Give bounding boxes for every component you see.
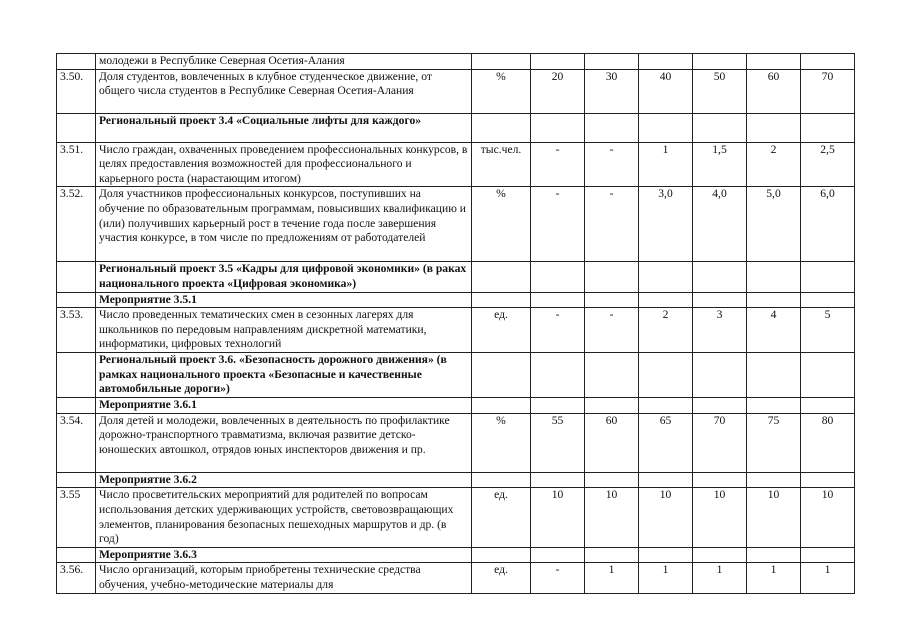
table-body — [57, 54, 855, 594]
value-cell — [747, 113, 801, 142]
value-cell — [531, 262, 585, 292]
unit-cell — [472, 472, 531, 488]
section-title: Мероприятие 3.5.1 — [96, 292, 472, 308]
row-number: 3.51. — [57, 142, 96, 187]
value-cell: 2 — [747, 142, 801, 187]
value-cell: 70 — [801, 69, 855, 113]
value-cell: - — [585, 308, 639, 353]
row-number: 3.50. — [57, 69, 96, 113]
value-cell — [531, 292, 585, 308]
section-title: Мероприятие 3.6.2 — [96, 472, 472, 488]
row-number: 3.55 — [57, 488, 96, 547]
value-cell: 3 — [693, 308, 747, 353]
unit-cell: ед. — [472, 488, 531, 547]
value-cell — [747, 353, 801, 398]
unit-cell: тыс.чел. — [472, 142, 531, 187]
value-cell — [747, 398, 801, 414]
indicators-table — [56, 53, 855, 594]
unit-cell — [472, 113, 531, 142]
section-title: Региональный проект 3.4 «Социальные лифты для каждого» — [96, 113, 472, 142]
value-cell — [531, 113, 585, 142]
value-cell: 10 — [585, 488, 639, 547]
value-cell — [801, 292, 855, 308]
indicator-description: Число граждан, охваченных проведением профессиональных конкурсов, в целях предоставления возможностей для профессионального и карьерного роста (нарастающим итогом) — [96, 142, 472, 187]
value-cell: - — [531, 308, 585, 353]
value-cell: - — [531, 142, 585, 187]
value-cell — [585, 292, 639, 308]
section-row — [57, 472, 855, 488]
value-cell: 20 — [531, 69, 585, 113]
value-cell: 3,0 — [639, 187, 693, 262]
value-cell: 65 — [639, 413, 693, 472]
value-cell — [531, 547, 585, 563]
indicator-description: Доля детей и молодежи, вовлеченных в деятельность по профилактике дорожно-транспортного травматизма, включая развитие детско-юношеских автошкол, отрядов юных инспекторов движения и пр. — [96, 413, 472, 472]
table-row — [57, 142, 855, 187]
value-cell: 40 — [639, 69, 693, 113]
value-cell: - — [585, 187, 639, 262]
value-cell: 55 — [531, 413, 585, 472]
value-cell: - — [585, 142, 639, 187]
value-cell: - — [531, 563, 585, 593]
value-cell — [693, 353, 747, 398]
value-cell — [639, 54, 693, 70]
section-title: Региональный проект 3.6. «Безопасность дорожного движения» (в рамках национального проекта «Безопасные и качественные автомобильные дороги») — [96, 353, 472, 398]
value-cell: 10 — [639, 488, 693, 547]
value-cell — [801, 547, 855, 563]
value-cell — [693, 547, 747, 563]
value-cell: 75 — [747, 413, 801, 472]
value-cell: 80 — [801, 413, 855, 472]
unit-cell — [472, 353, 531, 398]
value-cell — [801, 398, 855, 414]
row-number — [57, 353, 96, 398]
value-cell: 1 — [801, 563, 855, 593]
value-cell: 6,0 — [801, 187, 855, 262]
unit-cell — [472, 292, 531, 308]
value-cell — [801, 54, 855, 70]
row-number: 3.56. — [57, 563, 96, 593]
row-number — [57, 547, 96, 563]
value-cell: 2,5 — [801, 142, 855, 187]
value-cell — [585, 547, 639, 563]
continuation-row — [57, 54, 855, 70]
value-cell — [693, 113, 747, 142]
value-cell: 10 — [531, 488, 585, 547]
section-title: Мероприятие 3.6.3 — [96, 547, 472, 563]
unit-cell — [472, 54, 531, 70]
row-number — [57, 398, 96, 414]
value-cell — [801, 472, 855, 488]
value-cell: 70 — [693, 413, 747, 472]
value-cell — [585, 472, 639, 488]
table-row — [57, 563, 855, 593]
section-row — [57, 398, 855, 414]
value-cell: 10 — [747, 488, 801, 547]
value-cell — [585, 353, 639, 398]
value-cell — [639, 398, 693, 414]
value-cell — [531, 353, 585, 398]
value-cell — [639, 547, 693, 563]
section-title: Мероприятие 3.6.1 — [96, 398, 472, 414]
row-number — [57, 54, 96, 70]
value-cell: 10 — [801, 488, 855, 547]
row-number — [57, 113, 96, 142]
value-cell: 1 — [639, 563, 693, 593]
indicator-description: Число проведенных тематических смен в сезонных лагерях для школьников по передовым направлениям дискретной математики, информатики, цифровых технологий — [96, 308, 472, 353]
value-cell — [531, 472, 585, 488]
value-cell — [747, 472, 801, 488]
table-row — [57, 413, 855, 472]
value-cell — [747, 292, 801, 308]
value-cell — [693, 292, 747, 308]
row-number — [57, 292, 96, 308]
row-number — [57, 472, 96, 488]
section-row — [57, 353, 855, 398]
value-cell: - — [531, 187, 585, 262]
table-row — [57, 187, 855, 262]
indicator-description: Число просветительских мероприятий для родителей по вопросам использования детских удерживающих устройств, световозвращающих элементов, планирования безопасных пешеходных маршрутов и др. (в год) — [96, 488, 472, 547]
value-cell: 50 — [693, 69, 747, 113]
unit-cell: ед. — [472, 563, 531, 593]
value-cell — [693, 54, 747, 70]
value-cell — [585, 54, 639, 70]
section-row — [57, 292, 855, 308]
value-cell: 4,0 — [693, 187, 747, 262]
value-cell — [747, 262, 801, 292]
unit-cell — [472, 547, 531, 563]
indicator-description: Доля студентов, вовлеченных в клубное студенческое движение, от общего числа студентов в Республике Северная Осетия-Алания — [96, 69, 472, 113]
unit-cell: ед. — [472, 308, 531, 353]
indicator-description: Число организаций, которым приобретены технические средства обучения, учебно-методические материалы для — [96, 563, 472, 593]
value-cell: 1 — [585, 563, 639, 593]
value-cell: 10 — [693, 488, 747, 547]
value-cell — [801, 262, 855, 292]
row-number — [57, 262, 96, 292]
value-cell — [801, 353, 855, 398]
value-cell — [639, 353, 693, 398]
row-number: 3.53. — [57, 308, 96, 353]
value-cell: 1 — [693, 563, 747, 593]
value-cell — [585, 398, 639, 414]
row-number: 3.52. — [57, 187, 96, 262]
table-row — [57, 488, 855, 547]
value-cell — [747, 54, 801, 70]
value-cell — [693, 472, 747, 488]
value-cell — [639, 113, 693, 142]
unit-cell: % — [472, 187, 531, 262]
value-cell: 60 — [747, 69, 801, 113]
unit-cell: % — [472, 413, 531, 472]
value-cell — [639, 292, 693, 308]
section-row — [57, 262, 855, 292]
section-row — [57, 113, 855, 142]
indicator-description: молодежи в Республике Северная Осетия-Алания — [96, 54, 472, 70]
value-cell — [639, 472, 693, 488]
value-cell — [585, 262, 639, 292]
value-cell — [693, 262, 747, 292]
value-cell: 60 — [585, 413, 639, 472]
value-cell — [801, 113, 855, 142]
unit-cell: % — [472, 69, 531, 113]
section-title: Региональный проект 3.5 «Кадры для цифровой экономики» (в раках национального проекта «Цифровая экономика») — [96, 262, 472, 292]
section-row — [57, 547, 855, 563]
value-cell: 5 — [801, 308, 855, 353]
indicator-description: Доля участников профессиональных конкурсов, поступивших на обучение по образовательным программам, повысивших квалификацию и (или) получивших карьерный рост в течение года после завершения участия конкурсе, в том числе по предложениям от работодателей — [96, 187, 472, 262]
value-cell — [693, 398, 747, 414]
value-cell: 1 — [747, 563, 801, 593]
unit-cell — [472, 398, 531, 414]
unit-cell — [472, 262, 531, 292]
value-cell — [639, 262, 693, 292]
value-cell: 1,5 — [693, 142, 747, 187]
table-row — [57, 69, 855, 113]
value-cell: 4 — [747, 308, 801, 353]
value-cell — [585, 113, 639, 142]
value-cell: 1 — [639, 142, 693, 187]
value-cell — [531, 54, 585, 70]
value-cell: 5,0 — [747, 187, 801, 262]
value-cell: 30 — [585, 69, 639, 113]
value-cell — [531, 398, 585, 414]
table-row — [57, 308, 855, 353]
row-number: 3.54. — [57, 413, 96, 472]
value-cell — [747, 547, 801, 563]
value-cell: 2 — [639, 308, 693, 353]
